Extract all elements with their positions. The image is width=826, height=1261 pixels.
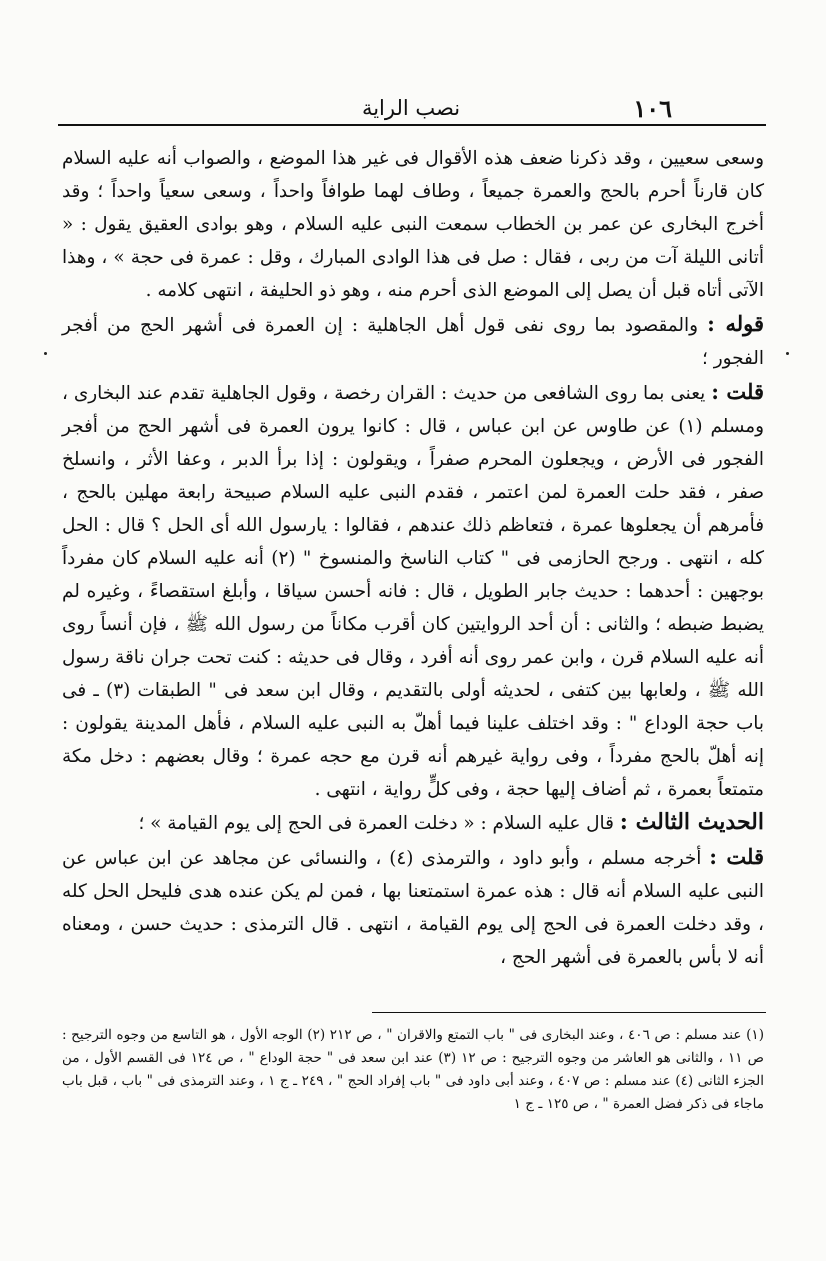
- paragraph-text: والمقصود بما روى نفى قول أهل الجاهلية : إن العمرة فى أشهر الحج من أفجر الفجور ؛: [62, 315, 764, 369]
- paragraph-text: يعنى بما روى الشافعى من حديث : القران رخصة ، وقول الجاهلية تقدم عند البخارى ، ومسلم (١) عن طاوس عن ابن عباس ، قال : كانوا يرون العمرة فى أشهر الحج من أفجر الفجور فى الأرض ، ويجعلون المحرم صفراً ، ويقولون : إذا برأ الدبر ، وعفا الأثر ، وانسلخ صفر ، فقد حلت العمرة لمن اعتمر ، فقدم النبى عليه السلام صبيحة رابعة مهلين بالحج ، فأمرهم أن يجعلوها عمرة ، فتعاظم ذلك عندهم ، فقالوا : يارسول الله أى الحل ؟ قال : الحل كله ، انتهى . ورجح الحازمى فى " كتاب الناسخ والمنسوخ " (٢) أنه عليه السلام كان مفرداً بوجهين : أحدهما : حديث جابر الطويل ، قال : فانه أحسن سياقا ، وأبلغ استقصاءً ، وغيره لم يضبط ضبطه ؛ والثانى : أن أحد الروايتين كان أقرب مكاناً من رسول الله ﷺ ، فإن أنساً روى أنه عليه السلام قرن ، وابن عمر روى أنه أفرد ، وقال فى حديثه : كنت تحت جران ناقة رسول الله ﷺ ، ولعابها بين كتفى ، لحديثه أولى بالتقديم ، وقال ابن سعد فى " الطبقات (٣) ـ فى باب حجة الوداع " : وقد اختلف علينا فيما أهلّ به النبى عليه السلام ، فأهل المدينة يقولون : إنه أهلّ بالحج مفرداً ، وفى رواية غيرهم أنه قرن مع حجه عمرة ؛ وقال بعضهم : دخل مكة متمتعاً بعمرة ، ثم أضاف إليها حجة ، وفى كلٍّ رواية ، انتهى .: [62, 383, 764, 800]
- running-title: نصب الراية: [361, 96, 461, 120]
- footnotes: [62, 1024, 764, 1116]
- paragraph: [62, 806, 764, 840]
- header-rule: [58, 124, 766, 126]
- paragraph-text: أخرجه مسلم ، وأبو داود ، والترمذى (٤) ، والنسائى عن مجاهد عن ابن عباس عن النبى عليه السلام أنه قال : هذه عمرة استمتعنا بها ، فمن لم يكن عنده هدى فليحل الحل كله ، وقد دخلت العمرة فى الحج إلى يوم القيامة ، انتهى . قال الترمذى : حديث حسن ، ومعناه أنه لا بأس بالعمرة فى أشهر الحج ،: [62, 848, 764, 968]
- margin-dot: [44, 352, 47, 355]
- paragraph-lead: قلت :: [709, 844, 764, 869]
- paragraph: [62, 840, 764, 974]
- main-text: [62, 142, 764, 974]
- paragraph: وسعى سعيين ، وقد ذكرنا ضعف هذه الأقوال فى غير هذا الموضع ، والصواب أنه عليه السلام كان قارناً أحرم بالحج والعمرة جميعاً ، وطاف لهما طوافاً واحداً ، وسعى سعياً واحداً ؛ وقد أخرج البخارى عن عمر بن الخطاب سمعت النبى عليه السلام ، وهو بوادى العقيق يقول : « أتانى الليلة آت من ربى ، فقال : صل فى هذا الوادى المبارك ، وقل : عمرة فى حجة » ، وهذا الآتى أتاه قبل أن يصل إلى الموضع الذى أحرم منه ، وهو ذو الحليفة ، انتهى كلامه .: [62, 148, 764, 301]
- hadith-heading: الحديث الثالث :: [619, 809, 764, 835]
- paragraph-lead: قلت :: [711, 379, 764, 404]
- footnote-rule: [372, 1012, 766, 1013]
- margin-dot: [786, 352, 789, 355]
- paragraph-lead: قوله :: [707, 311, 765, 336]
- paragraph: [62, 375, 764, 806]
- paragraph-text: قال عليه السلام : « دخلت العمرة فى الحج إلى يوم القيامة » ؛: [138, 813, 620, 834]
- paragraph: [62, 307, 764, 375]
- footnote-text: (١) عند مسلم : ص ٤٠٦ ، وعند البخارى فى " باب التمتع والاقران " ، ص ٢١٢ (٢) الوجه الأول ، هو التاسع من وجوه الترجيح : ص ١١ ، والثانى هو العاشر من وجوه الترجيح : ص ١٢ (٣) عند ابن سعد فى " حجة الوداع " ، ص ١٢٤ فى القسم الأول ، من الجزء الثانى (٤) عند مسلم : ص ٤٠٧ ، وعند أبى داود فى " باب إفراد الحج " ، ٢٤٩ ـ ج ١ ، وعند الترمذى فى " باب ، قبل باب ماجاء فى ذكر فضل العمرة " ، ص ١٢٥ ـ ج ١: [62, 1027, 765, 1112]
- page-header: [58, 88, 764, 124]
- page-number: ١٠٦: [633, 94, 672, 123]
